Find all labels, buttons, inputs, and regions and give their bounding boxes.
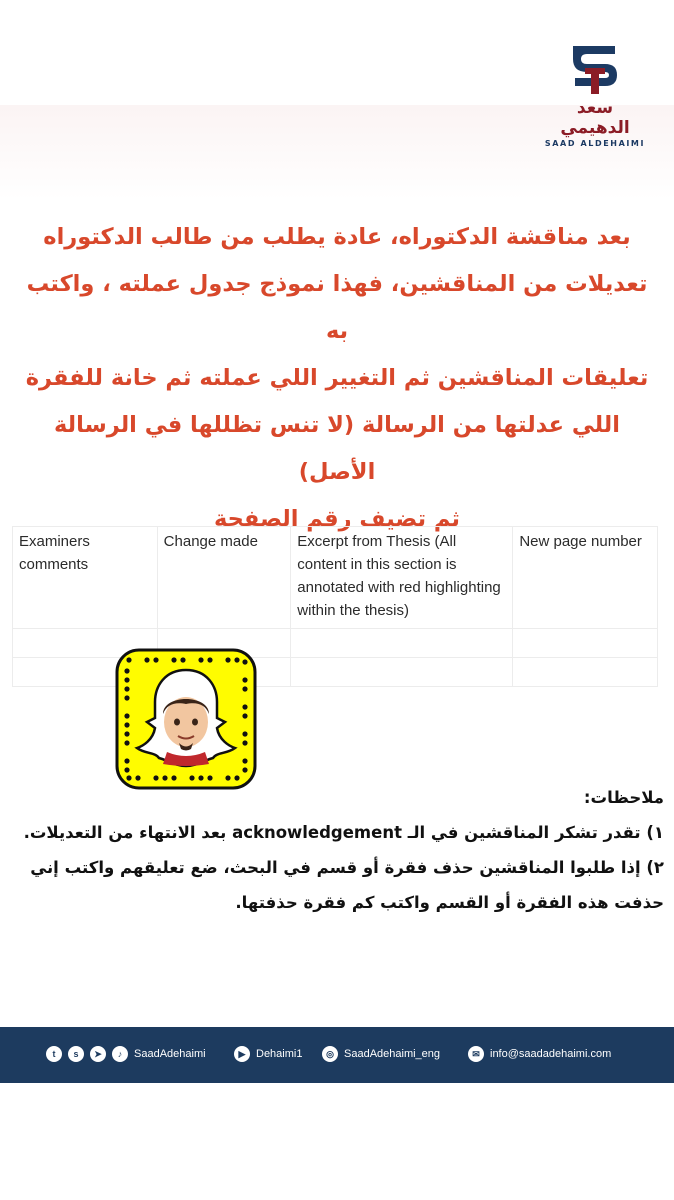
brand-name-arabic: سعد الدهيمي [560, 98, 630, 138]
intro-text [22, 214, 652, 543]
header-excerpt-from-thesis: Excerpt from Thesis (All content in this section is annotated with red highlighting within the thesis) [291, 527, 513, 629]
intro-line: اللي عدلتها من الرسالة (لا تنس تظللها في الرسالة الأصل) [54, 412, 620, 485]
snapcode-dot [171, 657, 176, 662]
brand-name-english: SAAD ALDEHAIMI [544, 139, 646, 148]
twitter-icon[interactable]: t [46, 1046, 62, 1062]
table-row [13, 658, 658, 687]
table-cell [291, 658, 513, 687]
note-item: ٢) إذا طلبوا المناقشين حذف فقرة أو قسم في البحث، ضع تعليقهم واكتب إني حذفت هذه الفقرة أو القسم واكتب كم فقرة حذفتها. [30, 858, 664, 912]
snapcode-dot [198, 657, 203, 662]
snapcode-dot [242, 731, 247, 736]
snapcode-dot [153, 657, 158, 662]
table-cell [513, 629, 658, 658]
email-address[interactable]: info@saadadehaimi.com [490, 1048, 612, 1060]
youtube-handle[interactable]: Dehaimi1 [256, 1048, 303, 1060]
footer-social-group [46, 1046, 206, 1062]
social-handle[interactable]: SaadAdehaimi [134, 1048, 206, 1060]
notes-section [10, 780, 664, 920]
intro-line: ثم تضيف رقم الصفحة [214, 506, 460, 532]
intro-line: تعديلات من المناقشين، فهذا نموذج جدول عملته ، واكتب به [26, 271, 648, 344]
snapcode-dot [242, 704, 247, 709]
snapcode-dot [242, 713, 247, 718]
snapcode-dot [124, 740, 129, 745]
snapcode-icon [115, 648, 257, 790]
instagram-handle[interactable]: SaadAdehaimi_eng [344, 1048, 441, 1060]
snapcode-dot [124, 677, 129, 682]
snapcode-dot [124, 722, 129, 727]
note-item: ١) تقدر تشكر المناقشين في الـ acknowledgement بعد الانتهاء من التعديلات. [23, 823, 664, 842]
table-cell [513, 658, 658, 687]
snapcode[interactable] [115, 648, 257, 790]
footer-youtube [234, 1046, 302, 1062]
header-new-page-number: New page number [513, 527, 658, 629]
snapcode-dot [242, 659, 247, 664]
snapcode-dot [207, 657, 212, 662]
snapcode-dot [242, 740, 247, 745]
instagram-icon[interactable]: ◎ [322, 1046, 338, 1062]
snapcode-dot [124, 758, 129, 763]
notes-title: ملاحظات: [583, 788, 664, 807]
brand-logo [540, 42, 650, 148]
snapcode-dot [144, 657, 149, 662]
footer-bar [0, 1027, 674, 1083]
snapcode-dot [124, 686, 129, 691]
snapcode-dot [124, 668, 129, 673]
snapcode-dot [124, 767, 129, 772]
logo-mark-icon [567, 42, 623, 96]
footer-instagram [322, 1046, 440, 1062]
snapcode-dot [234, 657, 239, 662]
intro-line: تعليقات المناقشين ثم التغيير اللي عملته ثم خانة للفقرة [25, 365, 649, 391]
snapcode-dot [242, 758, 247, 763]
snapcode-dot [124, 731, 129, 736]
header-examiners-comments: Examiners comments [13, 527, 158, 629]
snapcode-dot [242, 686, 247, 691]
table-header-row [13, 527, 658, 629]
tiktok-icon[interactable]: ♪ [112, 1046, 128, 1062]
intro-line: بعد مناقشة الدكتوراه، عادة يطلب من طالب الدكتوراه [43, 224, 631, 250]
snapcode-dot [180, 657, 185, 662]
email-icon[interactable]: ✉ [468, 1046, 484, 1062]
youtube-icon[interactable]: ▶ [234, 1046, 250, 1062]
table-cell [291, 629, 513, 658]
table-row [13, 629, 658, 658]
snapcode-dot [242, 767, 247, 772]
telegram-icon[interactable]: ➤ [90, 1046, 106, 1062]
snapcode-dot [124, 713, 129, 718]
corrections-table [12, 526, 658, 687]
snapcode-dot [124, 695, 129, 700]
snapcode-dot [225, 657, 230, 662]
snapcode-dot [242, 677, 247, 682]
footer-email [468, 1046, 611, 1062]
snapchat-icon[interactable]: s [68, 1046, 84, 1062]
snapcode-dot [126, 657, 131, 662]
header-change-made: Change made [157, 527, 291, 629]
